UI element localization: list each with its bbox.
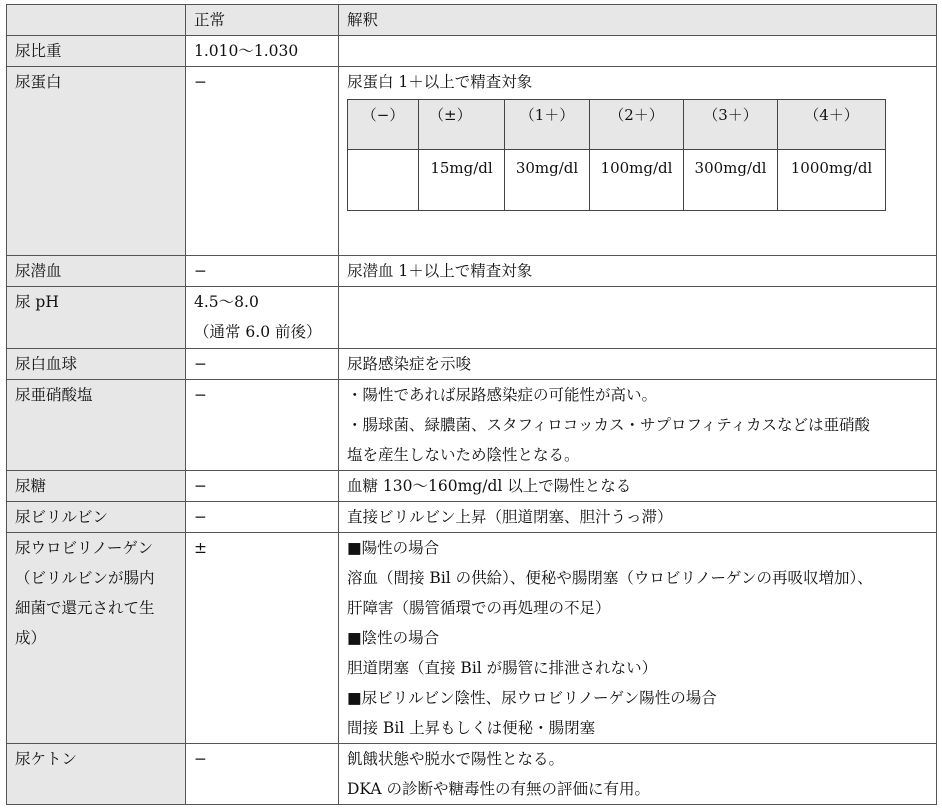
row-label: 尿亜硝酸塩 [7,380,186,471]
interpretation-line: ■陰性の場合 [347,629,440,647]
amount-cell: 100mg/dl [590,150,684,211]
row-label: 尿ケトン [7,744,186,805]
grade-cell: （±） [419,100,505,150]
interpretation-line: 間接 Bil 上昇もしくは便秘・腸閉塞 [347,719,596,737]
normal-value: − [186,471,339,502]
header-interpretation: 解釈 [339,5,937,36]
grade-cell: （1＋） [505,100,590,150]
normal-value [186,287,339,349]
interpretation-line: 飢餓状態や脱水で陽性となる。 [347,750,565,768]
normal-value: − [186,67,339,256]
grade-cell: （4＋） [778,100,886,150]
interpretation-line: ■陽性の場合 [347,539,440,557]
row-label: 尿ビリルビン [7,502,186,533]
table-row [7,744,937,805]
table-row [7,287,937,349]
normal-line: 4.5〜8.0 [194,293,259,311]
row-label [7,533,186,744]
table-row [7,349,937,380]
interpretation [339,67,937,256]
normal-value: − [186,380,339,471]
row-label-line: 成） [15,629,47,647]
row-label: 尿潜血 [7,256,186,287]
table-row [7,502,937,533]
interpretation-line: 肝障害（腸管循環での再処理の不足） [347,599,611,617]
amount-row [348,150,886,211]
row-label: 尿糖 [7,471,186,502]
interpretation [339,744,937,805]
protein-grade-table [347,99,886,211]
grade-cell: （−） [348,100,419,150]
normal-value: − [186,256,339,287]
interpretation: 直接ビリルビン上昇（胆道閉塞、胆汁うっ滞） [339,502,937,533]
interpretation-line: 胆道閉塞（直接 Bil が腸管に排泄されない） [347,659,658,677]
normal-line: （通常 6.0 前後） [194,323,322,341]
grade-cell: （2＋） [590,100,684,150]
normal-value: − [186,349,339,380]
row-label-line: 尿ウロビリノーゲン [15,539,154,557]
row-label-line: （ビリルビンが腸内 [15,569,155,587]
interpretation [339,533,937,744]
interpretation: 尿路感染症を示唆 [339,349,937,380]
interpretation: 尿潜血 1＋以上で精査対象 [339,256,937,287]
interpretation-line: DKA の診断や糖毒性の有無の評価に有用。 [347,780,651,798]
table-row [7,380,937,471]
interpretation [339,36,937,67]
interpretation-line: 塩を産生しないため陰性となる。 [347,446,580,464]
interpretation [339,380,937,471]
normal-value: ± [186,533,339,744]
interpretation-line: 尿蛋白 1＋以上で精査対象 [347,73,533,91]
table-row [7,471,937,502]
header-item [7,5,186,36]
amount-cell: 15mg/dl [419,150,505,211]
grade-cell: （3＋） [684,100,778,150]
row-label-line: 細菌で還元されて生 [15,599,155,617]
interpretation-line: ・腸球菌、緑膿菌、スタフィロコッカス・サプロフィティカスなどは亜硝酸 [347,416,870,434]
table-row [7,36,937,67]
interpretation-line: ・陽性であれば尿路感染症の可能性が高い。 [347,386,658,404]
row-label: 尿白血球 [7,349,186,380]
normal-value: − [186,744,339,805]
normal-value: 1.010〜1.030 [186,36,339,67]
table-row [7,67,937,256]
urinalysis-table [6,4,937,805]
grade-row [348,100,886,150]
interpretation [339,287,937,349]
row-label: 尿蛋白 [7,67,186,256]
interpretation-line: 溶血（間接 Bil の供給）、便秘や腸閉塞（ウロビリノーゲンの再吸収増加）、 [347,569,873,587]
interpretation: 血糖 130〜160mg/dl 以上で陽性となる [339,471,937,502]
table-row [7,533,937,744]
table-row [7,256,937,287]
amount-cell [348,150,419,211]
amount-cell: 1000mg/dl [778,150,886,211]
normal-value: − [186,502,339,533]
header-row [7,5,937,36]
row-label: 尿 pH [7,287,186,349]
amount-cell: 300mg/dl [684,150,778,211]
header-normal: 正常 [186,5,339,36]
row-label: 尿比重 [7,36,186,67]
amount-cell: 30mg/dl [505,150,590,211]
interpretation-line: ■尿ビリルビン陰性、尿ウロビリノーゲン陽性の場合 [347,689,717,707]
